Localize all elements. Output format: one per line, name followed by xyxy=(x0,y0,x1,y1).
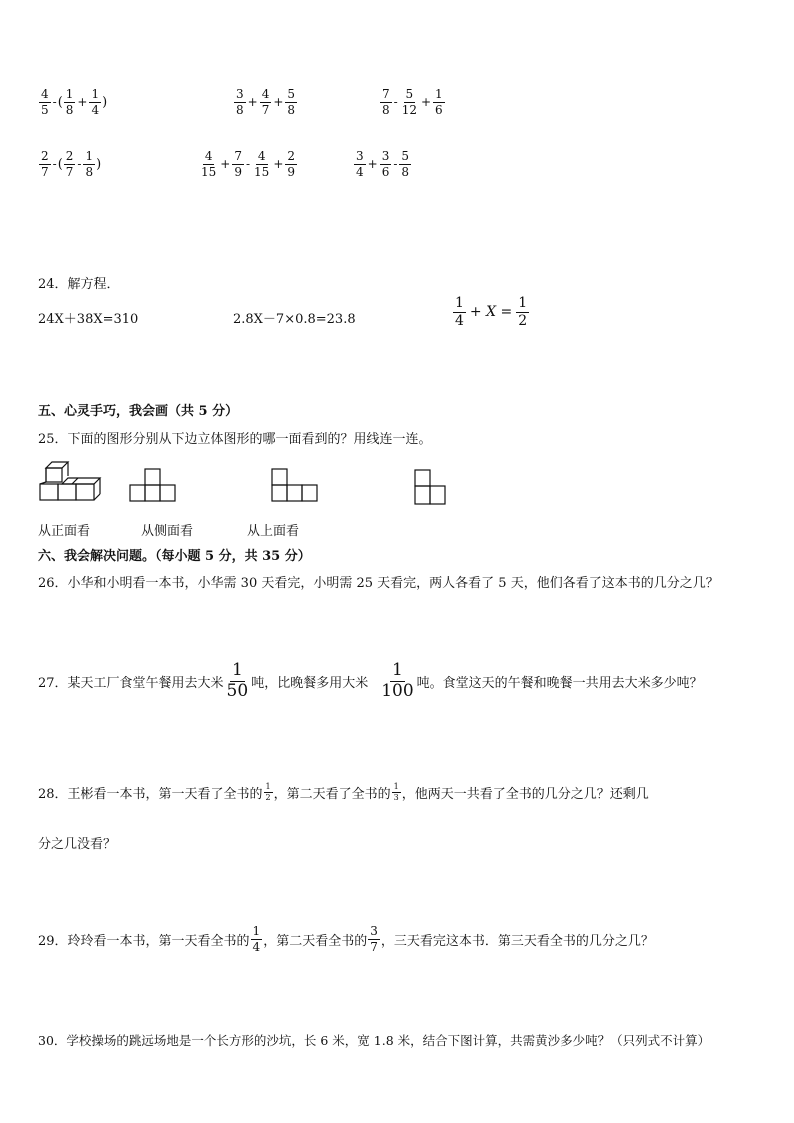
question-25: 25．下面的图形分别从下边立体图形的哪一面看到的？用线连一连。 xyxy=(38,432,432,447)
calc-expr-4: 2 7 - ( 2 7 - 1 8 ) xyxy=(41,149,102,179)
question-26: 26．小华和小明看一本书，小华需 30 天看完，小明需 25 天看完，两人各看了 5 天，他们各看了这本书的几分之几？ xyxy=(38,576,719,591)
fraction: 1 8 xyxy=(85,149,94,179)
equation-1: 24X＋38X=310 xyxy=(38,312,139,327)
calc-expr-6: 3 4 + $\frac{3}{6}$ - 5 8 xyxy=(356,149,410,179)
fraction: 1 50 xyxy=(226,660,249,701)
question-24-title: 24．解方程． xyxy=(38,277,120,292)
fraction: 1 8 xyxy=(65,87,74,117)
question-27: 27．某天工厂食堂午餐用去大米 1 50 吨，比晚餐多用大米 1 100 吨。食堂这天的午餐和晚餐一共用去大米多少吨？ xyxy=(38,660,703,701)
solid-figure xyxy=(38,460,102,502)
fraction: $\frac{5}{8}$ xyxy=(287,87,296,117)
calc-expr-2: 3 8 + $\frac{4}{7}$ + $\frac{5}{8}$ xyxy=(236,87,296,117)
fraction: 2 7 xyxy=(65,149,74,179)
calc-expr-5: 4 15 + $\frac{7}{9}$ - 4 15 + $\frac{2}{9}$ xyxy=(201,149,296,179)
fraction: 1 4 xyxy=(252,924,261,954)
fraction: 7 8 xyxy=(382,87,390,117)
label-top-view: 从上面看 xyxy=(247,524,300,539)
question-28: 28．王彬看一本书，第一天看了全书的 1 2 ，第二天看了全书的 1 3 ，他两天一共看了全书的几分之几？还剩几 xyxy=(38,782,649,803)
fraction: 4 5 xyxy=(41,87,49,117)
fraction: 4 15 xyxy=(254,149,270,179)
section-6-heading: 六、我会解决问题。（每小题 5 分，共 35 分） xyxy=(38,549,311,564)
fraction: 3 4 xyxy=(356,149,364,179)
question-28-line-2: 分之几没看？ xyxy=(38,837,117,852)
fraction: 1 3 xyxy=(393,782,399,803)
fraction: $\frac{7}{9}$ xyxy=(234,149,242,179)
calc-expr-3: 7 8 - 5 12 + $\frac{1}{6}$ xyxy=(382,87,443,117)
fraction: 1 2 xyxy=(265,782,271,803)
view-shape-2 xyxy=(270,468,320,504)
equation-2: 2.8X－7×0.8=23.8 xyxy=(233,312,356,327)
question-29: 29．玲玲看一本书，第一天看全书的 1 4 ，第二天看全书的 3 7 ，三天看完这本书．第三天看全书的几分之几？ xyxy=(38,924,654,954)
fraction: 1 100 xyxy=(381,660,414,701)
view-shape-1 xyxy=(128,468,178,504)
fraction: 3 8 xyxy=(236,87,244,117)
fraction: $\frac{4}{7}$ xyxy=(261,87,270,117)
label-front-view: 从正面看 xyxy=(38,524,91,539)
equation-3: 1 4 + X = $\frac{1}{2}$ xyxy=(455,295,528,329)
fraction: 1 4 xyxy=(455,295,464,329)
fraction: 3 7 xyxy=(370,924,378,954)
fraction: 4 15 xyxy=(201,149,217,179)
calc-expr-1: 4 5 - ( 1 8 + $\frac{1}{4}$ ) xyxy=(41,87,108,117)
fraction: $\frac{1}{4}$ xyxy=(91,87,100,117)
fraction: 5 12 xyxy=(401,87,417,117)
label-side-view: 从侧面看 xyxy=(141,524,194,539)
fraction: $\frac{2}{9}$ xyxy=(287,149,296,179)
fraction: $\frac{3}{6}$ xyxy=(381,149,390,179)
fraction: 2 7 xyxy=(41,149,49,179)
fraction: 5 8 xyxy=(401,149,410,179)
question-30: 30．学校操场的跳远场地是一个长方形的沙坑，长 6 米，宽 1.8 米，结合下图计算，共需黄沙多少吨？（只列式不计算） xyxy=(38,1033,711,1048)
fraction: $\frac{1}{6}$ xyxy=(435,87,443,117)
section-5-heading: 五、心灵手巧，我会画（共 5 分） xyxy=(38,404,239,419)
fraction: $\frac{1}{2}$ xyxy=(518,295,528,329)
view-shape-3 xyxy=(412,468,448,508)
